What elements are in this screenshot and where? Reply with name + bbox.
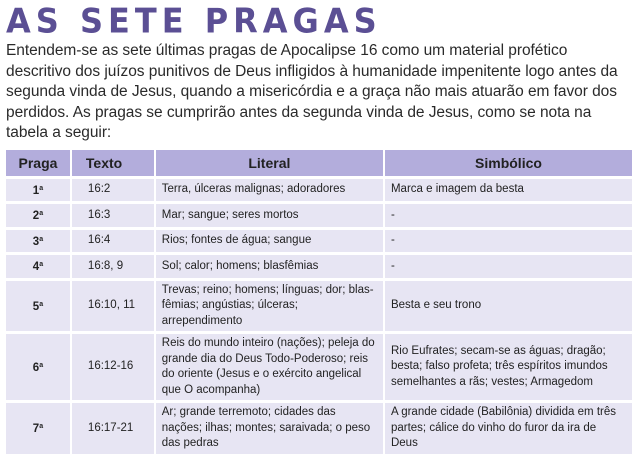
praga-cell: [6, 227, 72, 253]
praga-cell: [6, 252, 72, 278]
table-row: [6, 252, 632, 278]
praga-number: 7: [32, 423, 40, 435]
praga-cell: [6, 400, 72, 454]
praga-cell: [6, 278, 72, 332]
texto-cell: 16:2: [72, 176, 156, 202]
praga-ordinal: a: [39, 361, 44, 369]
table-row: [6, 201, 632, 227]
praga-ordinal: a: [39, 300, 44, 308]
praga-cell: [6, 176, 72, 202]
texto-cell: 16:17-21: [72, 400, 156, 454]
simbolico-cell: A grande cidade (Babilônia) dividida em três partes; cálice do vinho do furor da ira de Deus: [385, 400, 632, 454]
literal-cell: Ar; grande terremoto; cidades das nações; ilhas; montes; saraivada; o peso das pedras: [156, 400, 385, 454]
simbolico-cell: Marca e imagem da besta: [385, 176, 632, 202]
texto-cell: 16:10, 11: [72, 278, 156, 332]
page-title: AS SETE PRAGAS: [6, 1, 382, 41]
literal-cell: Sol; calor; homens; blasfêmias: [156, 252, 385, 278]
literal-cell: Terra, úlceras malignas; adoradores: [156, 176, 385, 202]
table-header-row: [6, 150, 632, 176]
intro-paragraph: Entendem-se as sete últimas pragas de Apocalipse 16 como um material profético descritivo dos juízos punitivos de Deus infligidos à humanidade impenitente logo antes da segunda vinda de Jesus, quando a misericórdia e a graça não mais atuarão em favor dos perdidos. As pragas se cumprirão antes da segunda vinda de Jesus, como se nota na tabela a seguir:: [6, 42, 618, 141]
praga-cell: [6, 331, 72, 400]
praga-number: 4: [32, 261, 40, 273]
praga-ordinal: a: [39, 423, 44, 430]
praga-number: 5: [32, 300, 40, 313]
table-row: [6, 278, 632, 332]
header-praga: Praga: [6, 150, 72, 176]
header-literal: Literal: [156, 150, 385, 176]
plagues-table: [6, 150, 632, 454]
simbolico-cell: -: [385, 227, 632, 253]
header-texto: Texto: [72, 150, 156, 176]
praga-number: 1: [32, 184, 40, 197]
simbolico-cell: -: [385, 252, 632, 278]
table-row: [6, 400, 632, 454]
praga-ordinal: a: [39, 261, 44, 268]
simbolico-cell: -: [385, 201, 632, 227]
praga-number: 6: [32, 361, 40, 374]
praga-ordinal: a: [39, 235, 44, 243]
literal-cell: Mar; sangue; seres mortos: [156, 201, 385, 227]
literal-cell: Reis do mundo inteiro (nações); peleja do grande dia do Deus Todo-Poderoso; reis do oriente (Jesus e o exército angelical que O acompanha): [156, 331, 385, 400]
table-row: [6, 176, 632, 202]
praga-number: 3: [32, 235, 40, 248]
praga-number: 2: [32, 210, 40, 222]
texto-cell: 16:3: [72, 201, 156, 227]
table-row: [6, 227, 632, 253]
praga-ordinal: a: [39, 210, 44, 217]
literal-cell: Trevas; reino; homens; línguas; dor; blas-fêmias; angústias; úlceras; arrependimento: [156, 278, 385, 332]
praga-cell: [6, 201, 72, 227]
table-row: [6, 331, 632, 400]
header-simbolico: Simbólico: [385, 150, 632, 176]
simbolico-cell: Besta e seu trono: [385, 278, 632, 332]
texto-cell: 16:8, 9: [72, 252, 156, 278]
texto-cell: 16:12-16: [72, 331, 156, 400]
praga-ordinal: a: [39, 184, 44, 192]
texto-cell: 16:4: [72, 227, 156, 253]
literal-cell: Rios; fontes de água; sangue: [156, 227, 385, 253]
simbolico-cell: Rio Eufrates; secam-se as águas; dragão; besta; falso profeta; três espíritos imundos semelhantes a rãs; vestes; Armagedom: [385, 331, 632, 400]
